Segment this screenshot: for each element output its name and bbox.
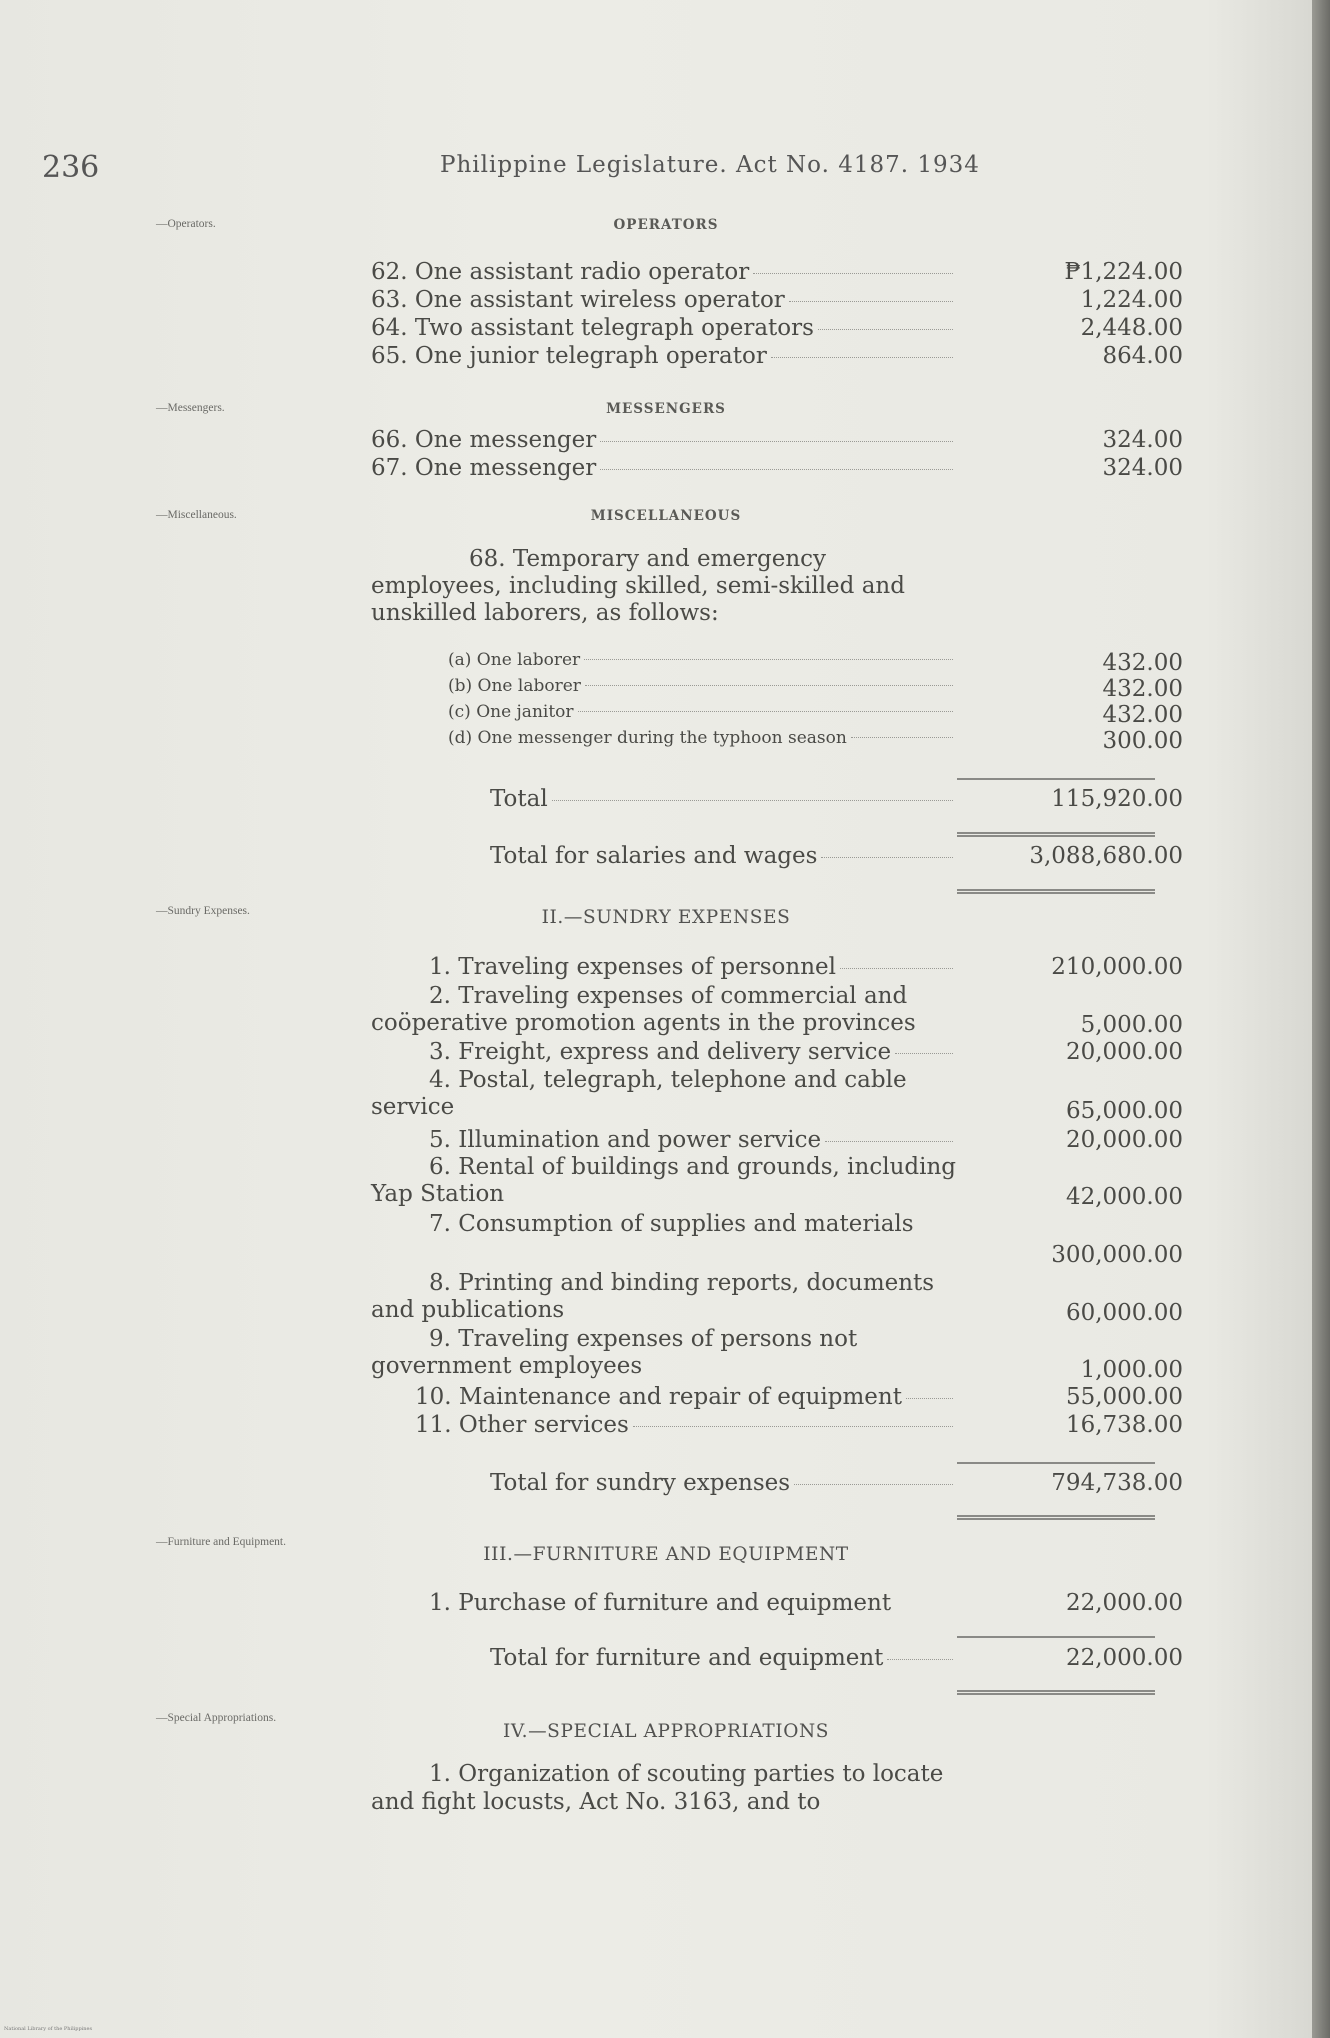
line-item-amount: 300,000.00 <box>1051 1242 1183 1268</box>
line-item: 66. One messenger 324.00 <box>371 427 1183 453</box>
salaries-total-line: Total for salaries and wages 3,088,680.00 <box>490 843 1183 869</box>
line-item-amount: 1,000.00 <box>1080 1357 1183 1383</box>
section-heading-messengers: MESSENGERS <box>606 401 726 417</box>
sundry-total-line: Total for sundry expenses 794,738.00 <box>490 1470 1183 1496</box>
section-heading-operators: OPERATORS <box>613 217 719 233</box>
line-item: 62. One assistant radio operator ₱1,224.00 <box>371 259 1183 285</box>
special-paragraph: 1. Organization of scouting parties to locate and fight locusts, Act No. 3163, and to <box>371 1761 944 1815</box>
margin-note-sundry: —Sundry Expenses. <box>156 905 250 917</box>
line-item: 11. Other services 16,738.00 <box>415 1412 1183 1438</box>
total-line: Total 115,920.00 <box>490 786 1183 812</box>
total-rule <box>957 832 1155 837</box>
furniture-total-line: Total for furniture and equipment 22,000.00 <box>490 1645 1183 1671</box>
line-item: 3. Freight, express and delivery service 20,000.00 <box>429 1039 1183 1065</box>
line-item: (b) One laborer 432.00 <box>448 676 1183 702</box>
line-item: 63. One assistant wireless operator 1,224.00 <box>371 287 1183 313</box>
section-heading-special: IV.—SPECIAL APPROPRIATIONS <box>502 1721 830 1742</box>
section-heading-furniture: III.—FURNITURE AND EQUIPMENT <box>483 1544 849 1565</box>
total-rule <box>957 889 1155 894</box>
line-item-text: 2. Traveling expenses of commercial and coöperative promotion agents in the provinces <box>371 983 916 1036</box>
total-rule <box>957 1462 1155 1464</box>
margin-note-special: —Special Appropriations. <box>156 1712 277 1724</box>
line-item: 65. One junior telegraph operator 864.00 <box>371 343 1183 369</box>
line-item: (a) One laborer 432.00 <box>448 650 1183 676</box>
margin-note-operators: —Operators. <box>156 218 216 230</box>
line-item-amount: 5,000.00 <box>1080 1012 1183 1038</box>
section-heading-sundry: II.—SUNDRY EXPENSES <box>541 907 791 928</box>
line-item: 64. Two assistant telegraph operators 2,448.00 <box>371 315 1183 341</box>
line-item: 67. One messenger 324.00 <box>371 455 1183 481</box>
line-item: (d) One messenger during the typhoon season 300.00 <box>448 728 1183 754</box>
page-number: 236 <box>42 150 100 185</box>
line-item-amount: 42,000.00 <box>1065 1184 1183 1210</box>
total-rule <box>957 778 1155 780</box>
section-heading-miscellaneous: MISCELLANEOUS <box>590 508 742 524</box>
total-rule <box>957 1515 1155 1520</box>
total-rule <box>957 1636 1155 1638</box>
misc-intro-paragraph: 68. Temporary and emergency employees, including skilled, semi-skilled and unskilled laborers, as follows: <box>371 546 905 626</box>
footer-credit: National Library of the Philippines <box>4 2026 93 2032</box>
line-item-text: 8. Printing and binding reports, documents and publications <box>371 1270 935 1323</box>
total-rule <box>957 1690 1155 1695</box>
line-item: 10. Maintenance and repair of equipment 55,000.00 <box>415 1384 1183 1410</box>
margin-note-miscellaneous: —Miscellaneous. <box>156 509 237 521</box>
line-item-amount: 65,000.00 <box>1065 1098 1183 1124</box>
line-item: 1. Traveling expenses of personnel 210,000.00 <box>429 954 1183 980</box>
line-item-text: 4. Postal, telegraph, telephone and cable service <box>371 1067 907 1120</box>
line-item: 1. Purchase of furniture and equipment 22,000.00 <box>429 1590 1183 1616</box>
line-item-amount: 60,000.00 <box>1065 1300 1183 1326</box>
line-item-text: 7. Consumption of supplies and materials <box>429 1211 914 1237</box>
line-item: (c) One janitor 432.00 <box>448 702 1183 728</box>
line-item: 5. Illumination and power service 20,000.00 <box>429 1127 1183 1153</box>
line-item-text: 9. Traveling expenses of persons not government employees <box>371 1326 858 1379</box>
margin-note-messengers: —Messengers. <box>156 402 225 414</box>
line-item-text: 6. Rental of buildings and grounds, including Yap Station <box>371 1154 957 1207</box>
margin-note-furniture: —Furniture and Equipment. <box>156 1536 286 1548</box>
running-head: Philippine Legislature. Act No. 4187. 1934 <box>440 152 980 178</box>
book-binding-edge <box>1312 0 1330 2038</box>
